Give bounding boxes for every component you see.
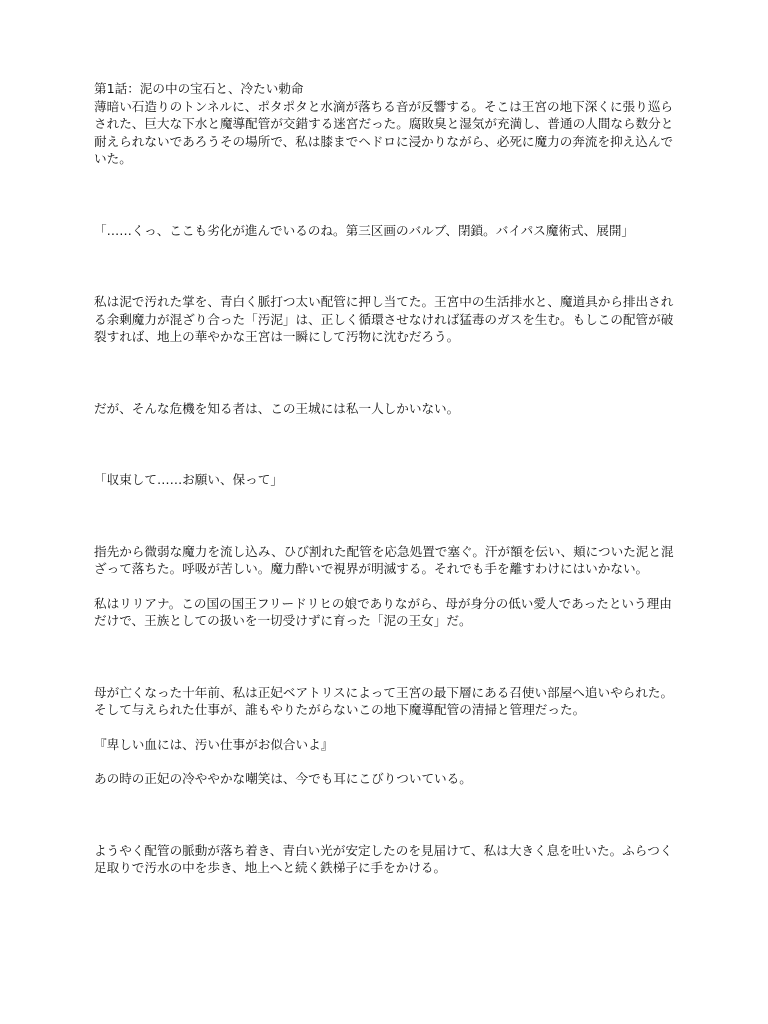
spacer [94, 346, 678, 400]
spacer [94, 753, 678, 770]
paragraph-10: あの時の正妃の冷ややかな嘲笑は、今でも耳にこびりついている。 [94, 771, 472, 786]
document-page [94, 80, 678, 877]
paragraph-7: 私はリリアナ。この国の国王フリードリヒの娘でありながら、母が身分の低い愛人であったという理由だけで、王族としての扱いを一切受けずに育った「泥の王女」だ。 [94, 595, 672, 628]
spacer [94, 578, 678, 595]
paragraph-6: 指先から微弱な魔力を流し込み、ひび割れた配管を応急処置で塞ぐ。汗が額を伝い、頬についた泥と混ざって落ちた。呼吸が苦しい。魔力酔いで視界が明滅する。それでも手を離すわけにはいかない。 [94, 543, 674, 576]
spacer [94, 630, 678, 684]
chapter-title: 第1話：泥の中の宝石と、冷たい勅命 [94, 81, 304, 96]
spacer [94, 489, 678, 543]
spacer [94, 788, 678, 842]
paragraph-5: 「収束して……お願い、保って」 [94, 472, 283, 487]
paragraph-9: 『卑しい血には、汚い仕事がお似合いよ』 [94, 736, 334, 752]
paragraph-1: 薄暗い石造りのトンネルに、ポタポタと水滴が落ちる音が反響する。そこは王宮の地下深くに張り巡らされた、巨大な下水と魔導配管が交錯する迷宮だった。腐敗臭と湿気が充満し、普通の人間なら数分と耐えられないであろうその場所で、私は膝までヘドロに浸かりながら、必死に魔力の奔流を抑え込んでいた。 [94, 98, 674, 166]
spacer [94, 719, 678, 736]
spacer [94, 168, 678, 222]
paragraph-4: だが、そんな危機を知る者は、この王城には私一人しかいない。 [94, 400, 460, 416]
spacer [94, 239, 678, 293]
spacer [94, 417, 678, 471]
paragraph-3: 私は泥で汚れた掌を、青白く脈打つ太い配管に押し当てた。王宮中の生活排水と、魔道具から排出される余剰魔力が混ざり合った「汚泥」は、正しく循環させなければ猛毒のガスを生む。もしこの配管が破裂すれば、地上の華やかな王宮は一瞬にして汚物に沈むだろう。 [94, 294, 674, 344]
paragraph-2: 「……くっ、ここも劣化が進んでいるのね。第三区画のバルブ、閉鎖。バイパス魔術式、展開」 [94, 222, 635, 238]
paragraph-11: ようやく配管の脈動が落ち着き、青白い光が安定したのを見届けて、私は大きく息を吐いた。ふらつく足取りで汚水の中を歩き、地上へと続く鉄梯子に手をかける。 [94, 842, 673, 875]
paragraph-8: 母が亡くなった十年前、私は正妃ベアトリスによって王宮の最下層にある召使い部屋へ追いやられた。そして与えられた仕事が、誰もやりたがらないこの地下魔導配管の清掃と管理だった。 [94, 684, 674, 717]
